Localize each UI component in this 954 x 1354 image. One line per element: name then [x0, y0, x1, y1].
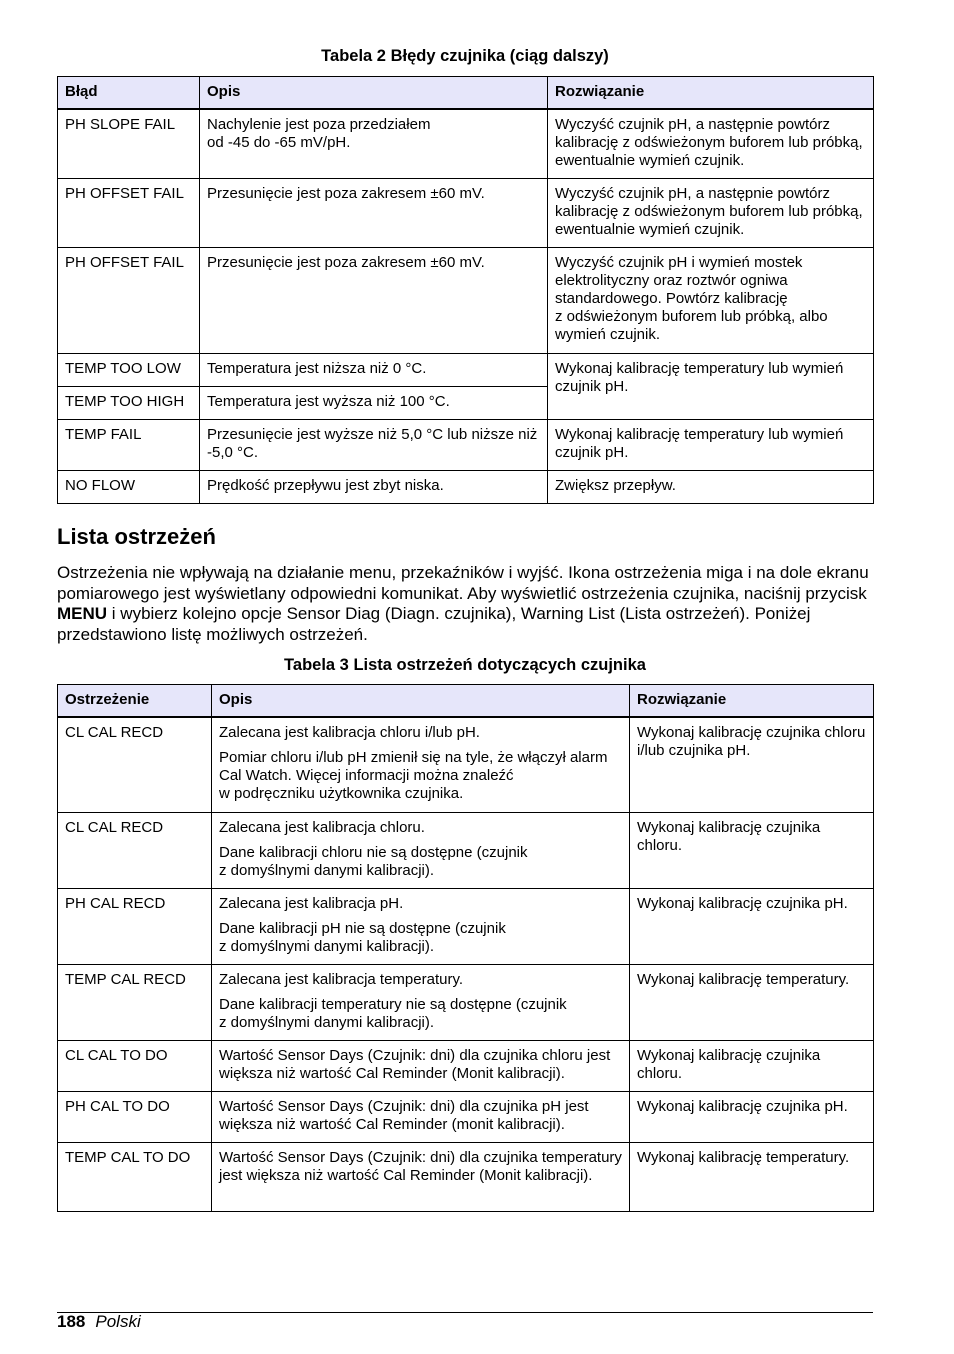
warning-code: TEMP CAL RECD	[58, 964, 212, 1040]
intro-text: Ostrzeżenia nie wpływają na działanie menu, przekaźników i wyjść. Ikona ostrzeżenia miga i na dole ekranu pomiarowego jest wyświetlany odpowiedni komunikat. Aby wyświetlić ostrzeżenia czujnika, naciśnij przycisk	[57, 563, 869, 603]
error-description: Przesunięcie jest poza zakresem ±60 mV.	[200, 247, 548, 353]
error-description: Temperatura jest wyższa niż 100 °C.	[200, 386, 548, 419]
error-solution: Wyczyść czujnik pH, a następnie powtórz kalibrację z odświeżonym buforem lub próbką, ewentualnie wymień czujnik.	[548, 109, 874, 178]
page-footer	[57, 1312, 141, 1332]
table3-caption: Tabela 3 Lista ostrzeżeń dotyczących czujnika	[284, 656, 646, 674]
table-row	[58, 470, 874, 503]
table-row	[58, 178, 874, 247]
error-solution: Wykonaj kalibrację temperatury lub wymień czujnik pH.	[548, 353, 874, 419]
description-detail: Dane kalibracji chloru nie są dostępne (czujnik z domyślnymi danymi kalibracji).	[219, 843, 528, 879]
warning-solution: Wykonaj kalibrację temperatury.	[630, 964, 874, 1040]
warning-code: CL CAL TO DO	[58, 1040, 212, 1091]
warning-solution: Wykonaj kalibrację czujnika chloru.	[630, 1040, 874, 1091]
table-row	[58, 353, 874, 386]
warning-description	[212, 964, 630, 1040]
sensor-errors-table	[57, 76, 874, 504]
column-header-warning: Ostrzeżenie	[58, 685, 212, 718]
description-summary: Zalecana jest kalibracja chloru i/lub pH.	[219, 724, 480, 741]
error-description: Nachylenie jest poza przedziałem od -45 do -65 mV/pH.	[200, 109, 548, 178]
warning-description	[212, 888, 630, 964]
table-row	[58, 419, 874, 470]
description-detail: Pomiar chloru i/lub pH zmienił się na tyle, że włączył alarm Cal Watch. Więcej informacji można znaleźć w podręczniku użytkownika czujnika.	[219, 749, 608, 802]
error-code: PH OFFSET FAIL	[58, 178, 200, 247]
error-description: Przesunięcie jest wyższe niż 5,0 °C lub niższe niż -5,0 °C.	[200, 419, 548, 470]
column-header-description: Opis	[200, 77, 548, 110]
description-summary: Zalecana jest kalibracja chloru.	[219, 818, 425, 836]
warning-solution: Wykonaj kalibrację czujnika chloru.	[630, 812, 874, 888]
footer-divider	[57, 1312, 873, 1313]
error-solution: Wykonaj kalibrację temperatury lub wymień czujnik pH.	[548, 419, 874, 470]
description-detail: Dane kalibracji temperatury nie są dostępne (czujnik z domyślnymi danymi kalibracji).	[219, 995, 567, 1031]
error-solution: Wyczyść czujnik pH, a następnie powtórz kalibrację z odświeżonym buforem lub próbką, ewentualnie wymień czujnik.	[548, 178, 874, 247]
error-solution: Wyczyść czujnik pH i wymień mostek elektrolityczny oraz roztwór ogniwa standardowego. Powtórz kalibrację z odświeżonym buforem lub próbką, albo wymień czujnik.	[548, 247, 874, 353]
warning-description: Wartość Sensor Days (Czujnik: dni) dla czujnika pH jest większa niż wartość Cal Reminder (monit kalibracji).	[212, 1091, 630, 1142]
table-row	[58, 109, 874, 178]
error-description: Przesunięcie jest poza zakresem ±60 mV.	[200, 178, 548, 247]
table2-caption: Tabela 2 Błędy czujnika (ciąg dalszy)	[321, 47, 609, 65]
description-summary: Zalecana jest kalibracja pH.	[219, 894, 404, 912]
warning-code: PH CAL RECD	[58, 888, 212, 964]
warning-solution: Wykonaj kalibrację czujnika chloru i/lub czujnika pH.	[630, 717, 874, 812]
warning-code: TEMP CAL TO DO	[58, 1142, 212, 1211]
table-row	[58, 812, 874, 888]
menu-key-label: MENU	[57, 604, 108, 623]
table-header-row	[58, 77, 874, 110]
warning-solution: Wykonaj kalibrację czujnika pH.	[630, 1091, 874, 1142]
table-row	[58, 1142, 874, 1211]
error-code: PH SLOPE FAIL	[58, 109, 200, 178]
warning-solution: Wykonaj kalibrację temperatury.	[630, 1142, 874, 1211]
warning-description: Wartość Sensor Days (Czujnik: dni) dla czujnika temperatury jest większa niż wartość Cal Reminder (Monit kalibracji).	[212, 1142, 630, 1211]
warning-code: CL CAL RECD	[58, 812, 212, 888]
error-solution: Zwiększ przepływ.	[548, 470, 874, 503]
table-row	[58, 888, 874, 964]
column-header-solution: Rozwiązanie	[630, 685, 874, 718]
table-row	[58, 1091, 874, 1142]
intro-text: i wybierz kolejno opcje Sensor Diag (Diagn. czujnika), Warning List (Lista ostrzeżeń). Poniżej przedstawiono listę możliwych ostrzeżeń.	[57, 604, 811, 644]
footer-language: Polski	[95, 1312, 141, 1331]
column-header-solution: Rozwiązanie	[548, 77, 874, 110]
error-code: PH OFFSET FAIL	[58, 247, 200, 353]
warning-description: Wartość Sensor Days (Czujnik: dni) dla czujnika chloru jest większa niż wartość Cal Reminder (Monit kalibracji).	[212, 1040, 630, 1091]
warning-description	[212, 717, 630, 812]
column-header-description: Opis	[212, 685, 630, 718]
error-code: TEMP FAIL	[58, 419, 200, 470]
error-code: TEMP TOO HIGH	[58, 386, 200, 419]
error-code: NO FLOW	[58, 470, 200, 503]
section-intro	[57, 563, 877, 645]
table-row	[58, 247, 874, 353]
section-heading: Lista ostrzeżeń	[57, 524, 216, 549]
table-header-row	[58, 685, 874, 718]
error-description: Temperatura jest niższa niż 0 °C.	[200, 353, 548, 386]
error-description: Prędkość przepływu jest zbyt niska.	[200, 470, 548, 503]
column-header-error: Błąd	[58, 77, 200, 110]
description-detail: Dane kalibracji pH nie są dostępne (czujnik z domyślnymi danymi kalibracji).	[219, 919, 506, 955]
error-code: TEMP TOO LOW	[58, 353, 200, 386]
sensor-warnings-table	[57, 684, 874, 1212]
warning-description	[212, 812, 630, 888]
page-number: 188	[57, 1312, 86, 1331]
warning-solution: Wykonaj kalibrację czujnika pH.	[630, 888, 874, 964]
table-row	[58, 717, 874, 812]
table-row	[58, 964, 874, 1040]
warning-code: PH CAL TO DO	[58, 1091, 212, 1142]
description-summary: Zalecana jest kalibracja temperatury.	[219, 970, 463, 988]
table-row	[58, 1040, 874, 1091]
warning-code: CL CAL RECD	[58, 717, 212, 812]
